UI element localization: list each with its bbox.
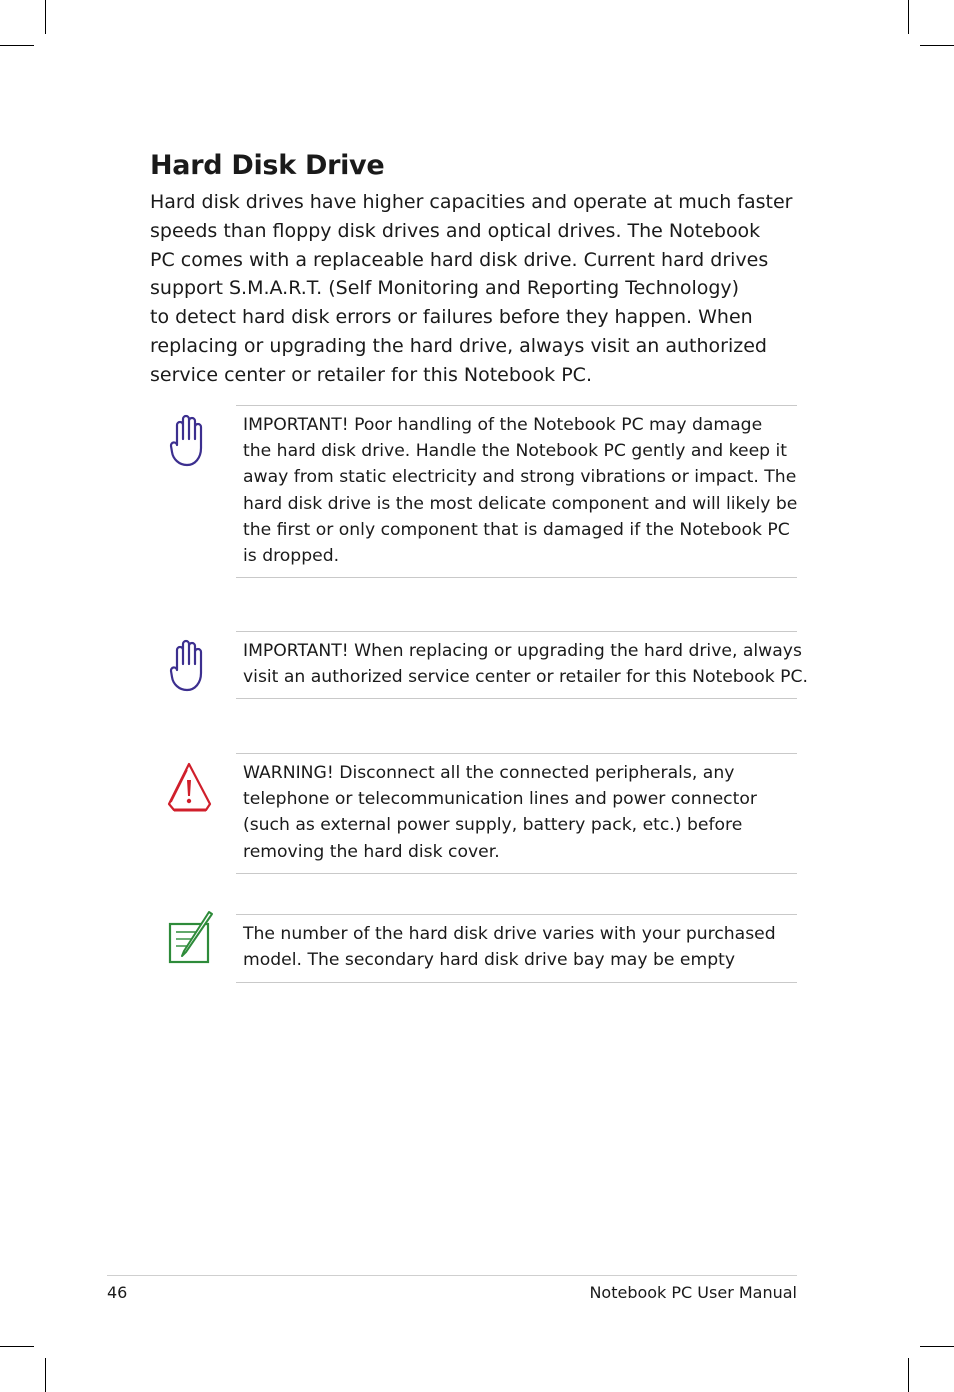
note-line: telephone or telecommunication lines and power connector — [243, 789, 757, 810]
intro-line: support S.M.A.R.T. (Self Monitoring and Reporting Technology) — [150, 277, 740, 300]
intro-line: service center or retailer for this Notebook PC. — [150, 363, 592, 386]
intro-line: speeds than floppy disk drives and optical drives. The Notebook — [150, 219, 761, 242]
crop-mark — [0, 1346, 34, 1347]
crop-mark — [920, 45, 954, 46]
crop-mark — [920, 1346, 954, 1347]
intro-line: PC comes with a replaceable hard disk drive. Current hard drives — [150, 248, 769, 271]
crop-mark — [908, 1358, 909, 1392]
crop-mark — [45, 0, 46, 34]
note-line: away from static electricity and strong vibrations or impact. The — [243, 467, 797, 488]
note-line: hard disk drive is the most delicate component and will likely be — [243, 493, 798, 514]
note-line: The number of the hard disk drive varies with your purchased — [243, 924, 776, 944]
page-number: 46 — [107, 1283, 128, 1302]
note-line: is dropped. — [243, 546, 340, 567]
note-line: model. The secondary hard disk drive bay may be empty — [243, 950, 736, 971]
important-note — [236, 405, 797, 578]
intro-paragraph — [150, 188, 800, 390]
intro-line: Hard disk drives have higher capacities and operate at much faster — [150, 191, 793, 213]
crop-mark — [45, 1358, 46, 1392]
info-note — [236, 914, 797, 983]
note-line: IMPORTANT! Poor handling of the Notebook PC may damage — [243, 415, 763, 435]
hand-stop-icon — [168, 412, 210, 468]
warning-triangle-icon — [166, 760, 214, 814]
page-title: Hard Disk Drive — [150, 150, 385, 181]
note-line: removing the hard disk cover. — [243, 841, 500, 862]
footer-manual-title: Notebook PC User Manual — [589, 1283, 797, 1302]
footer-divider — [107, 1275, 797, 1276]
intro-line: replacing or upgrading the hard drive, always visit an authorized — [150, 334, 767, 357]
hand-stop-icon — [168, 637, 210, 693]
note-line: visit an authorized service center or retailer for this Notebook PC. — [243, 667, 808, 688]
intro-line: to detect hard disk errors or failures before they happen. When — [150, 306, 753, 329]
important-note — [236, 631, 808, 699]
note-line: the hard disk drive. Handle the Notebook PC gently and keep it — [243, 441, 788, 462]
note-line: (such as external power supply, battery pack, etc.) before — [243, 815, 743, 836]
note-line: the first or only component that is damaged if the Notebook PC — [243, 519, 790, 540]
note-pencil-icon — [166, 910, 216, 966]
crop-mark — [908, 0, 909, 34]
note-line: WARNING! Disconnect all the connected peripherals, any — [243, 763, 735, 783]
warning-note — [236, 753, 797, 874]
note-line: IMPORTANT! When replacing or upgrading the hard drive, always — [243, 641, 802, 661]
crop-mark — [0, 45, 34, 46]
